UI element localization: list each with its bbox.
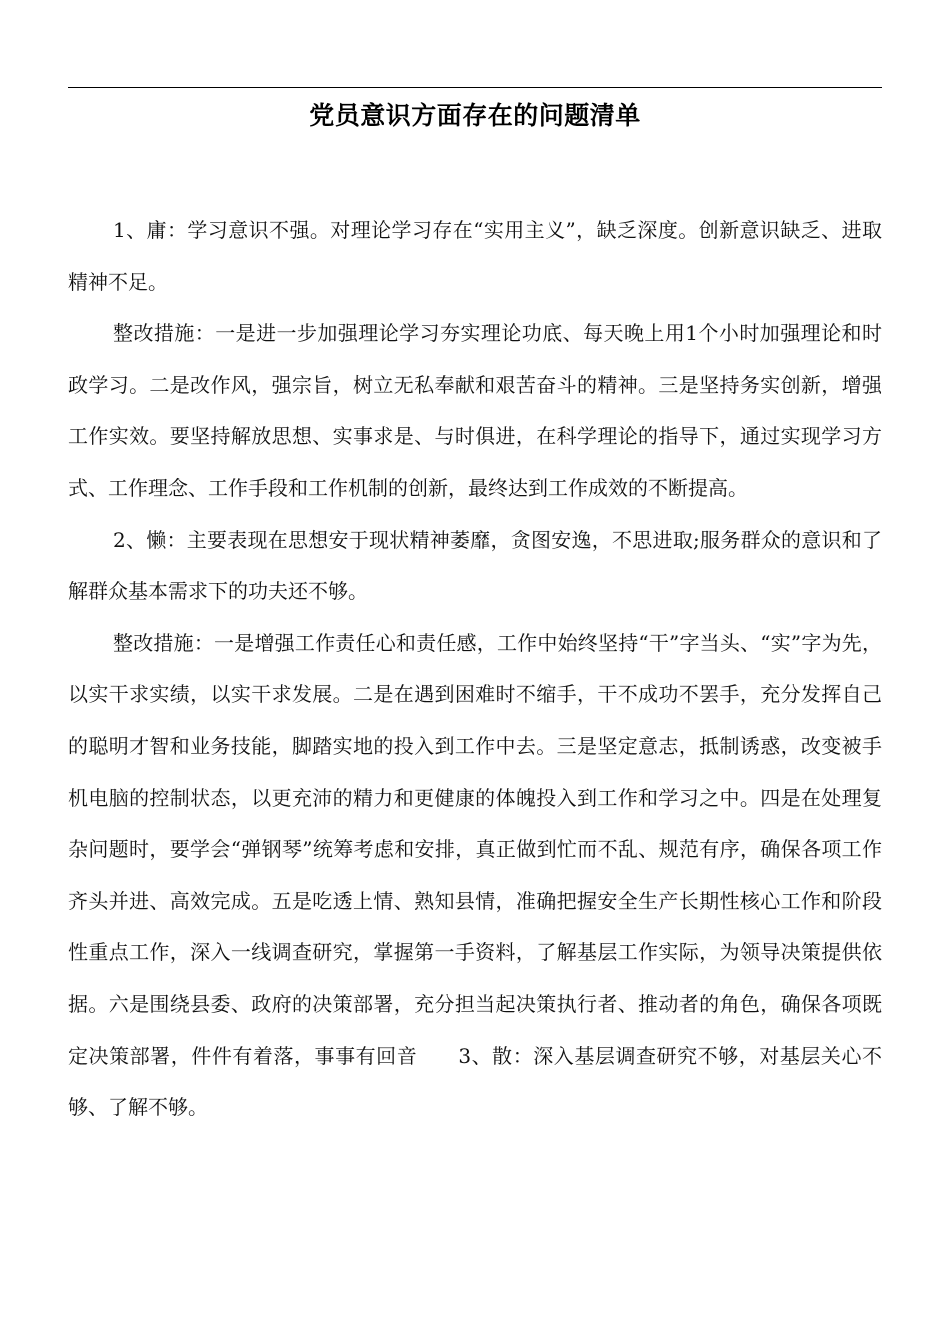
paragraph-issue-2: 2、懒：主要表现在思想安于现状精神萎靡，贪图安逸，不思进取;服务群众的意识和了解群众基本需求下的功夫还不够。 [68, 527, 882, 604]
paragraph-measures-2: 整改措施：一是增强工作责任心和责任感，工作中始终坚持“干”字当头、“实”字为先，以实干求实绩，以实干求发展。二是在遇到困难时不缩手，干不成功不罢手，充分发挥自己的聪明才智和业务技能，脚踏实地的投入到工作中去。三是坚定意志，抵制诱惑，改变被手机电脑的控制状态，以更充沛的精力和更健康的体魄投入到工作和学习之中。四是在处理复杂问题时，要学会“弹钢琴”统筹考虑和安排，真正做到忙而不乱、规范有序，确保各项工作齐头并进、高效完成。五是吃透上情、熟知县情，准确把握安全生产长期性核心工作和阶段性重点工作，深入一线调查研究，掌握第一手资料，了解基层工作实际，为领导决策提供依据。六是围绕县委、政府的决策部署，充分担当起决策执行者、推动者的角色，确保各项既定决策部署，件件有着落，事事有回音 3、散：深入基层调查研究不够，对基层关心不够、了解不够。 [68, 630, 882, 1120]
page-title: 党员意识方面存在的问题清单 [309, 101, 641, 130]
paragraph-issue-1: 1、庸：学习意识不强。对理论学习存在“实用主义”，缺乏深度。创新意识缺乏、进取精神不足。 [68, 218, 882, 294]
document-body [68, 205, 882, 1134]
header-rule [68, 87, 882, 88]
paragraph-measures-1: 整改措施：一是进一步加强理论学习夯实理论功底、每天晚上用1个小时加强理论和时政学习。二是改作风，强宗旨，树立无私奉献和艰苦奋斗的精神。三是坚持务实创新，增强工作实效。要坚持解放思想、实事求是、与时俱进，在科学理论的指导下，通过实现学习方式、工作理念、工作手段和工作机制的创新，最终达到工作成效的不断提高。 [68, 321, 882, 500]
